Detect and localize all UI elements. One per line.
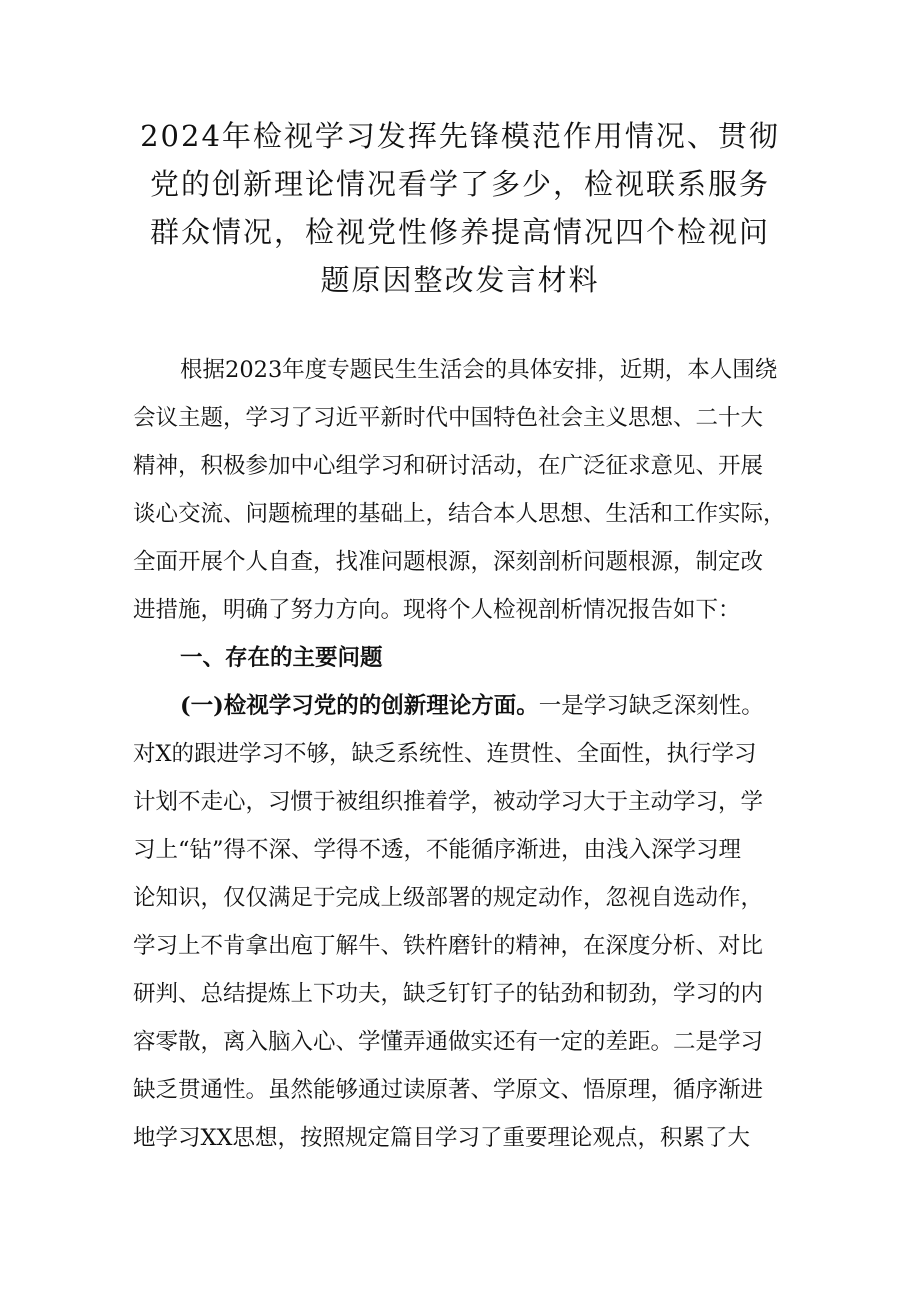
title-line: 党的创新理论情况看学了多少，检视联系服务 xyxy=(149,167,770,201)
title-line: 群众情况，检视党性修养提高情况四个检视问 xyxy=(149,215,770,249)
intro-line: 进措施，明确了努力方向。现将个人检视剖析情况报告如下： xyxy=(133,597,741,623)
title-line: 2024年检视学习发挥先锋模范作用情况、贯彻 xyxy=(140,119,780,153)
intro-line: 精神，积极参加中心组学习和研讨活动，在广泛征求意见、开展 xyxy=(133,453,764,479)
subsection-first-line-rest: 一是学习缺乏深刻性。 xyxy=(538,693,764,719)
intro-line: 谈心交流、问题梳理的基础上，结合本人思想、生活和工作实际， xyxy=(133,501,786,527)
intro-line: 会议主题，学习了习近平新时代中国特色社会主义思想、二十大 xyxy=(133,405,764,431)
body-line: 习上“钻”得不深、学得不透，不能循序渐进，由浅入深学习理 xyxy=(133,837,742,863)
body-line: 对X的跟进学习不够，缺乏系统性、连贯性、全面性，执行学习 xyxy=(133,741,757,767)
document-title xyxy=(130,112,790,304)
section-heading: 一、存在的主要问题 xyxy=(180,645,383,671)
intro-line: 根据2023年度专题民生生活会的具体安排，近期，本人围绕 xyxy=(180,357,778,383)
body-line: 容零散，离入脑入心、学懂弄通做实还有一定的差距。二是学习 xyxy=(133,1029,764,1055)
body-line: 研判、总结提炼上下功夫，缺乏钉钉子的钻劲和韧劲，学习的内 xyxy=(133,981,764,1007)
body-line: 学习上不肯拿出庖丁解牛、铁杵磨针的精神，在深度分析、对比 xyxy=(133,933,764,959)
subsection-heading: (一)检视学习党的的创新理论方面。 xyxy=(180,693,539,719)
body-line: 论知识，仅仅满足于完成上级部署的规定动作，忽视自选动作， xyxy=(133,885,764,911)
title-line: 题原因整改发言材料 xyxy=(320,263,600,297)
intro-line: 全面开展个人自查，找准问题根源，深刻剖析问题根源，制定改 xyxy=(133,549,764,575)
subsection-first-line xyxy=(180,683,764,730)
body-line: 缺乏贯通性。虽然能够通过读原著、学原文、悟原理，循序渐进 xyxy=(133,1077,764,1103)
body-line: 计划不走心，习惯于被组织推着学，被动学习大于主动学习，学 xyxy=(133,789,764,815)
body-line: 地学习XX思想，按照规定篇目学习了重要理论观点，积累了大 xyxy=(133,1125,751,1151)
